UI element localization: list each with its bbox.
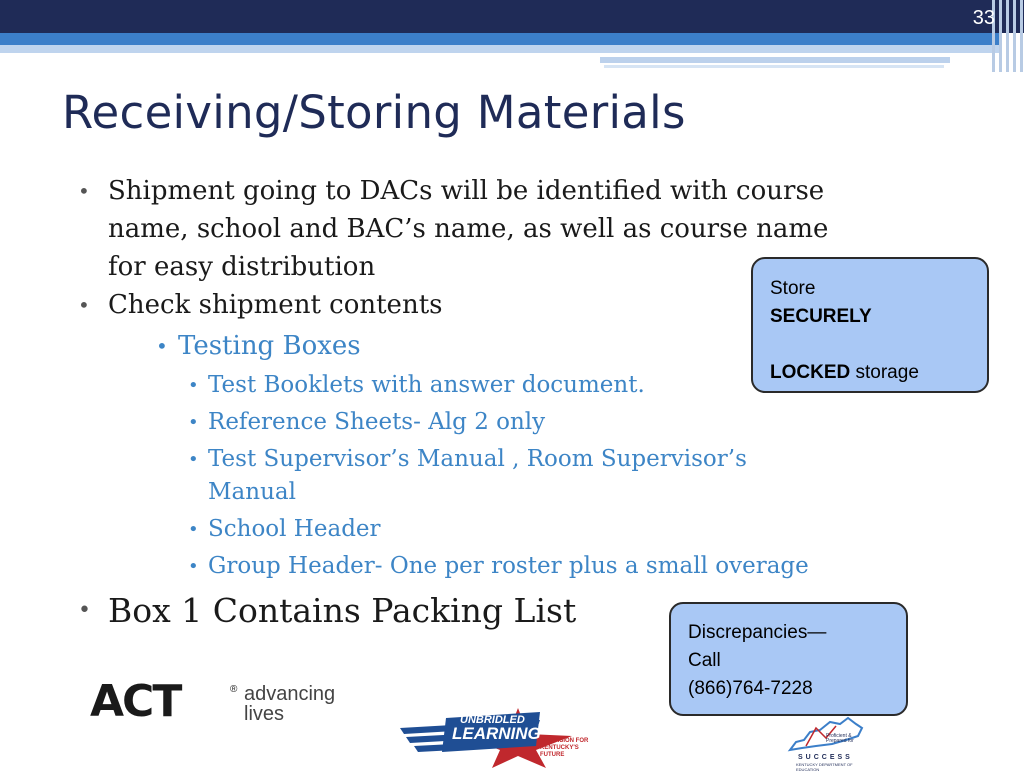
learning-word: LEARNING [452, 724, 541, 743]
sub-sub-bullet-text: Test Booklets with answer document. [208, 372, 645, 398]
store-securely-callout [751, 257, 989, 393]
bullet-dot: • [78, 598, 91, 623]
unbridled-learning-logo [400, 706, 590, 768]
callout-line: Store [770, 278, 816, 299]
unbridled-word: UNBRIDLED [460, 714, 525, 726]
header-stripe-light [0, 45, 1000, 53]
callout-line-bold: SECURELY [770, 306, 872, 327]
bullet-text: Shipment going to DACs will be identified with course name, school and BAC’s name, as well as course name for easy distribution [108, 176, 829, 282]
callout-bold-word: LOCKED [770, 362, 851, 383]
callout-line: Call [688, 650, 721, 671]
act-tagline-line2: lives [244, 703, 285, 725]
unbridled-tagline: THE VISION FOR KENTUCKY'S FUTURE [540, 738, 589, 758]
sub-sub-bullet-item [78, 369, 838, 402]
kde-logo [786, 716, 870, 772]
slide-number: 33 [972, 7, 995, 29]
act-tagline [244, 684, 335, 724]
callout-rest: storage [850, 362, 919, 383]
callout-line [770, 359, 987, 387]
bullet-dot: • [188, 556, 199, 577]
sub-sub-bullet-text: School Header [208, 516, 381, 542]
bullet-dot: • [188, 519, 199, 540]
header-bar [0, 0, 1024, 33]
bullet-dot: • [188, 449, 199, 470]
bullet-dot: • [188, 375, 199, 396]
sub-sub-bullet-item [78, 550, 838, 583]
sub-sub-bullet-text: Group Header- One per roster plus a small overage [208, 553, 809, 579]
bullet-list [78, 172, 838, 633]
sub-bullet-item [78, 327, 838, 365]
header-stripe-accent-thin [604, 65, 944, 68]
sub-sub-bullet-text: Test Supervisor’s Manual , Room Supervisor’s Manual [208, 446, 747, 505]
bullet-dot: • [188, 412, 199, 433]
kde-tagline: Proficient & Prepared for [826, 733, 854, 744]
bullet-dot: • [156, 334, 168, 358]
sub-sub-bullet-text: Reference Sheets- Alg 2 only [208, 409, 546, 435]
sub-sub-bullet-item [78, 406, 838, 439]
bullet-text: Check shipment contents [108, 290, 443, 320]
act-logo [90, 676, 350, 728]
act-tagline-line1: advancing [244, 683, 336, 705]
bullet-dot: • [78, 293, 90, 317]
act-logo-word: ACT [90, 676, 181, 727]
sub-sub-bullet-item [78, 443, 838, 509]
callout-line: Discrepancies— [688, 622, 827, 643]
sub-sub-bullet-item [78, 513, 838, 546]
sub-bullet-text: Testing Boxes [178, 331, 361, 361]
bullet-dot: • [78, 179, 90, 203]
phone-number: (866)764-7228 [688, 678, 813, 699]
bullet-item [78, 286, 838, 324]
discrepancies-callout [669, 602, 908, 716]
kde-department: KENTUCKY DEPARTMENT OF EDUCATION [796, 762, 853, 772]
bullet-item [78, 172, 838, 286]
registered-mark: ® [230, 684, 238, 695]
kde-success: SUCCESS [798, 754, 853, 761]
header-stripe [0, 33, 1000, 45]
slide-title: Receiving/Storing Materials [62, 86, 686, 139]
header-stripe-accent [600, 57, 950, 63]
callout-spacer [770, 331, 987, 359]
bullet-text: Box 1 Contains Packing List [108, 591, 577, 630]
